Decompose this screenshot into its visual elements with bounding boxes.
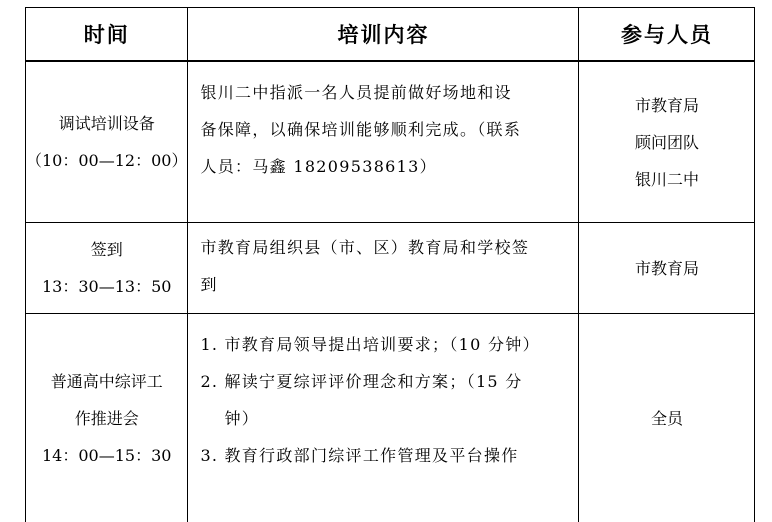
- content-line: 人员：马鑫 18209538613）: [200, 148, 568, 185]
- agenda-item-continuation: 钟）: [200, 400, 568, 437]
- people-cell: [579, 223, 755, 314]
- content-cell: [188, 61, 579, 223]
- content-cell: [188, 223, 579, 314]
- header-time: 时间: [26, 8, 188, 62]
- time-text: 普通高中综评工: [26, 363, 187, 400]
- participant: 市教育局: [579, 250, 754, 287]
- header-content: 培训内容: [188, 8, 579, 62]
- time-text: 作推进会: [26, 400, 187, 437]
- training-schedule-table: [25, 7, 755, 522]
- header-people: 参与人员: [579, 8, 755, 62]
- people-cell: [579, 314, 755, 522]
- people-cell: [579, 61, 755, 223]
- table-row: [26, 223, 755, 314]
- agenda-item-text: 教育行政部门综评工作管理及平台操作: [224, 446, 518, 465]
- content-line: 银川二中指派一名人员提前做好场地和设: [200, 74, 568, 111]
- agenda-item: [200, 437, 568, 474]
- participant: 银川二中: [579, 161, 754, 198]
- agenda-item: [200, 326, 568, 363]
- time-range: （10：00—12：00）: [26, 142, 187, 179]
- agenda-item: [200, 363, 568, 437]
- content-line: 市教育局组织县（市、区）教育局和学校签: [200, 229, 568, 266]
- time-range: 13：30—13：50: [26, 268, 187, 305]
- participant: 全员: [579, 400, 754, 437]
- agenda-item-number: 3.: [200, 437, 224, 474]
- time-cell: [26, 223, 188, 314]
- time-text: 签到: [26, 231, 187, 268]
- content-line: 备保障，以确保培训能够顺利完成。（联系: [200, 111, 568, 148]
- content-cell: [188, 314, 579, 522]
- time-cell: [26, 314, 188, 522]
- agenda-item-number: 2.: [200, 363, 224, 400]
- time-text: 调试培训设备: [26, 105, 187, 142]
- agenda-item-text: 解读宁夏综评评价理念和方案；（15 分: [224, 372, 522, 391]
- time-cell: [26, 61, 188, 223]
- agenda-item-text: 市教育局领导提出培训要求；（10 分钟）: [224, 335, 539, 354]
- table-row: [26, 314, 755, 522]
- participant: 市教育局: [579, 87, 754, 124]
- table-row: [26, 61, 755, 223]
- table-header-row: [26, 8, 755, 62]
- time-range: 14：00—15：30: [26, 437, 187, 474]
- participant: 顾问团队: [579, 124, 754, 161]
- agenda-item-number: 1.: [200, 326, 224, 363]
- content-line: 到: [200, 266, 568, 303]
